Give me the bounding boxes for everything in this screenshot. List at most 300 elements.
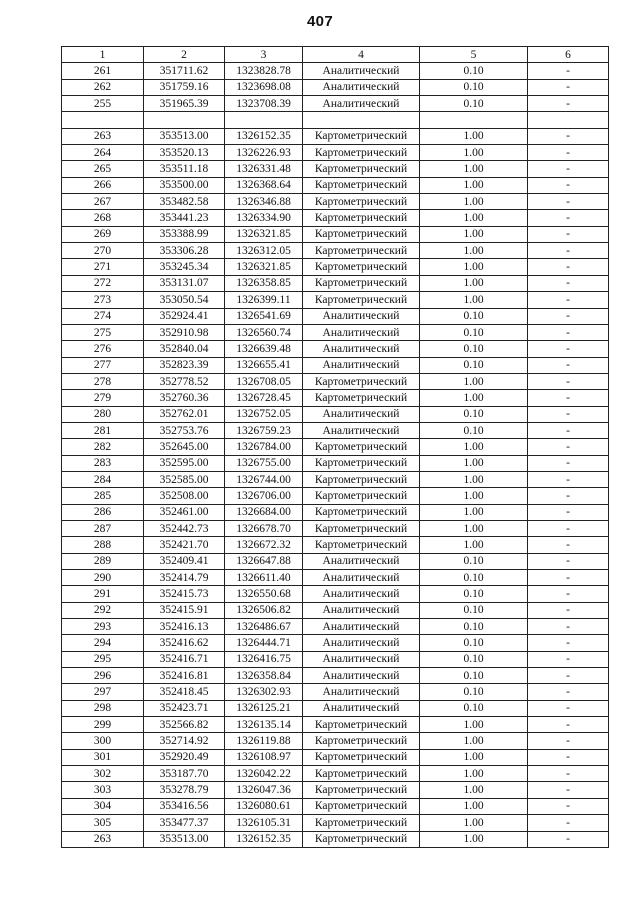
method-cell: Картометрический [303, 733, 420, 749]
accuracy-cell: 1.00 [420, 831, 528, 847]
point-number-cell: 264 [62, 145, 144, 161]
note-cell: - [528, 259, 609, 275]
method-cell: Картометрический [303, 766, 420, 782]
accuracy-cell: 1.00 [420, 749, 528, 765]
note-cell: - [528, 831, 609, 847]
x-coordinate-cell [144, 112, 225, 128]
accuracy-cell: 1.00 [420, 520, 528, 536]
y-coordinate-cell: 1326119.88 [225, 733, 303, 749]
method-cell: Аналитический [303, 700, 420, 716]
point-number-cell: 277 [62, 357, 144, 373]
x-coordinate-cell: 352645.00 [144, 439, 225, 455]
accuracy-cell: 1.00 [420, 259, 528, 275]
table-row [62, 357, 609, 373]
column-header: 1 [62, 47, 144, 63]
point-number-cell: 272 [62, 275, 144, 291]
accuracy-cell: 0.10 [420, 63, 528, 79]
table-row [62, 602, 609, 618]
x-coordinate-cell: 352920.49 [144, 749, 225, 765]
point-number-cell: 273 [62, 292, 144, 308]
y-coordinate-cell: 1326684.00 [225, 504, 303, 520]
accuracy-cell: 0.10 [420, 668, 528, 684]
y-coordinate-cell: 1326331.48 [225, 161, 303, 177]
table-row [62, 390, 609, 406]
note-cell: - [528, 390, 609, 406]
note-cell: - [528, 504, 609, 520]
note-cell: - [528, 471, 609, 487]
point-number-cell: 305 [62, 815, 144, 831]
point-number-cell: 276 [62, 341, 144, 357]
accuracy-cell: 1.00 [420, 226, 528, 242]
table-row [62, 553, 609, 569]
note-cell: - [528, 782, 609, 798]
note-cell: - [528, 733, 609, 749]
note-cell: - [528, 619, 609, 635]
table-row [62, 145, 609, 161]
accuracy-cell: 0.10 [420, 570, 528, 586]
x-coordinate-cell: 352461.00 [144, 504, 225, 520]
point-number-cell: 293 [62, 619, 144, 635]
y-coordinate-cell: 1326226.93 [225, 145, 303, 161]
table-row [62, 259, 609, 275]
method-cell: Картометрический [303, 243, 420, 259]
note-cell: - [528, 96, 609, 112]
table-row [62, 733, 609, 749]
accuracy-cell: 1.00 [420, 798, 528, 814]
accuracy-cell: 0.10 [420, 406, 528, 422]
method-cell: Картометрический [303, 749, 420, 765]
accuracy-cell: 1.00 [420, 145, 528, 161]
y-coordinate-cell: 1326784.00 [225, 439, 303, 455]
table-row [62, 161, 609, 177]
point-number-cell: 294 [62, 635, 144, 651]
accuracy-cell: 1.00 [420, 439, 528, 455]
accuracy-cell: 0.10 [420, 684, 528, 700]
y-coordinate-cell: 1326399.11 [225, 292, 303, 308]
method-cell: Аналитический [303, 586, 420, 602]
y-coordinate-cell: 1326302.93 [225, 684, 303, 700]
method-cell: Картометрический [303, 177, 420, 193]
x-coordinate-cell: 353245.34 [144, 259, 225, 275]
accuracy-cell: 0.10 [420, 651, 528, 667]
y-coordinate-cell: 1326755.00 [225, 455, 303, 471]
point-number-cell: 284 [62, 471, 144, 487]
method-cell: Картометрический [303, 226, 420, 242]
table-row [62, 210, 609, 226]
note-cell: - [528, 226, 609, 242]
note-cell: - [528, 798, 609, 814]
table-row [62, 717, 609, 733]
table-body [62, 63, 609, 848]
table-row [62, 96, 609, 112]
point-number-cell: 298 [62, 700, 144, 716]
table-row [62, 471, 609, 487]
point-number-cell: 279 [62, 390, 144, 406]
accuracy-cell: 0.10 [420, 586, 528, 602]
table-row [62, 439, 609, 455]
note-cell [528, 112, 609, 128]
note-cell: - [528, 324, 609, 340]
accuracy-cell: 0.10 [420, 553, 528, 569]
y-coordinate-cell: 1326135.14 [225, 717, 303, 733]
point-number-cell: 304 [62, 798, 144, 814]
y-coordinate-cell: 1326358.85 [225, 275, 303, 291]
accuracy-cell: 1.00 [420, 210, 528, 226]
note-cell: - [528, 455, 609, 471]
table-row [62, 455, 609, 471]
x-coordinate-cell: 353441.23 [144, 210, 225, 226]
note-cell: - [528, 570, 609, 586]
method-cell: Картометрический [303, 471, 420, 487]
x-coordinate-cell: 352753.76 [144, 422, 225, 438]
method-cell: Аналитический [303, 422, 420, 438]
x-coordinate-cell: 353520.13 [144, 145, 225, 161]
accuracy-cell: 1.00 [420, 488, 528, 504]
point-number-cell: 292 [62, 602, 144, 618]
method-cell: Картометрический [303, 537, 420, 553]
x-coordinate-cell: 353050.54 [144, 292, 225, 308]
table-row [62, 635, 609, 651]
method-cell: Картометрический [303, 520, 420, 536]
accuracy-cell: 1.00 [420, 733, 528, 749]
note-cell: - [528, 488, 609, 504]
point-number-cell: 262 [62, 79, 144, 95]
y-coordinate-cell: 1326611.40 [225, 570, 303, 586]
accuracy-cell: 0.10 [420, 619, 528, 635]
note-cell: - [528, 275, 609, 291]
table-row [62, 194, 609, 210]
accuracy-cell: 1.00 [420, 537, 528, 553]
column-header: 2 [144, 47, 225, 63]
y-coordinate-cell: 1323828.78 [225, 63, 303, 79]
method-cell: Аналитический [303, 63, 420, 79]
note-cell: - [528, 308, 609, 324]
table-row [62, 79, 609, 95]
method-cell: Картометрический [303, 292, 420, 308]
note-cell: - [528, 717, 609, 733]
method-cell: Картометрический [303, 455, 420, 471]
point-number-cell: 303 [62, 782, 144, 798]
accuracy-cell: 0.10 [420, 357, 528, 373]
note-cell: - [528, 766, 609, 782]
method-cell: Картометрический [303, 782, 420, 798]
y-coordinate-cell: 1326541.69 [225, 308, 303, 324]
y-coordinate-cell: 1326080.61 [225, 798, 303, 814]
table-header-row [62, 47, 609, 63]
point-number-cell: 287 [62, 520, 144, 536]
table-row [62, 586, 609, 602]
note-cell: - [528, 553, 609, 569]
table-row [62, 504, 609, 520]
y-coordinate-cell: 1323698.08 [225, 79, 303, 95]
method-cell: Картометрический [303, 439, 420, 455]
note-cell: - [528, 700, 609, 716]
accuracy-cell: 1.00 [420, 128, 528, 144]
y-coordinate-cell: 1323708.39 [225, 96, 303, 112]
table-row [62, 749, 609, 765]
note-cell: - [528, 684, 609, 700]
method-cell: Аналитический [303, 684, 420, 700]
accuracy-cell: 1.00 [420, 504, 528, 520]
method-cell: Картометрический [303, 128, 420, 144]
accuracy-cell [420, 112, 528, 128]
table-row [62, 766, 609, 782]
note-cell: - [528, 79, 609, 95]
method-cell: Картометрический [303, 373, 420, 389]
x-coordinate-cell: 351711.62 [144, 63, 225, 79]
point-number-cell: 270 [62, 243, 144, 259]
x-coordinate-cell: 352508.00 [144, 488, 225, 504]
coordinates-table [61, 46, 609, 848]
point-number-cell: 281 [62, 422, 144, 438]
accuracy-cell: 0.10 [420, 422, 528, 438]
method-cell: Картометрический [303, 275, 420, 291]
accuracy-cell: 0.10 [420, 602, 528, 618]
point-number-cell: 261 [62, 63, 144, 79]
y-coordinate-cell: 1326152.35 [225, 128, 303, 144]
x-coordinate-cell: 352760.36 [144, 390, 225, 406]
note-cell: - [528, 177, 609, 193]
accuracy-cell: 0.10 [420, 96, 528, 112]
accuracy-cell: 1.00 [420, 455, 528, 471]
note-cell: - [528, 194, 609, 210]
method-cell: Картометрический [303, 194, 420, 210]
table-row [62, 63, 609, 79]
table-row [62, 831, 609, 847]
y-coordinate-cell: 1326560.74 [225, 324, 303, 340]
y-coordinate-cell: 1326672.32 [225, 537, 303, 553]
method-cell: Картометрический [303, 390, 420, 406]
point-number-cell: 268 [62, 210, 144, 226]
x-coordinate-cell: 352910.98 [144, 324, 225, 340]
x-coordinate-cell: 352778.52 [144, 373, 225, 389]
point-number-cell: 295 [62, 651, 144, 667]
point-number-cell: 265 [62, 161, 144, 177]
method-cell: Картометрический [303, 831, 420, 847]
point-number-cell: 267 [62, 194, 144, 210]
table-row [62, 324, 609, 340]
point-number-cell: 255 [62, 96, 144, 112]
y-coordinate-cell: 1326105.31 [225, 815, 303, 831]
x-coordinate-cell: 353511.18 [144, 161, 225, 177]
table-row [62, 422, 609, 438]
table-row [62, 619, 609, 635]
note-cell: - [528, 357, 609, 373]
table-row [62, 520, 609, 536]
table-row [62, 798, 609, 814]
note-cell: - [528, 161, 609, 177]
table-row [62, 112, 609, 128]
method-cell: Аналитический [303, 570, 420, 586]
accuracy-cell: 1.00 [420, 782, 528, 798]
method-cell: Аналитический [303, 79, 420, 95]
y-coordinate-cell: 1326752.05 [225, 406, 303, 422]
table-row [62, 684, 609, 700]
x-coordinate-cell: 352840.04 [144, 341, 225, 357]
note-cell: - [528, 602, 609, 618]
point-number-cell: 296 [62, 668, 144, 684]
note-cell: - [528, 815, 609, 831]
table-row [62, 488, 609, 504]
method-cell: Аналитический [303, 406, 420, 422]
point-number-cell: 302 [62, 766, 144, 782]
note-cell: - [528, 63, 609, 79]
x-coordinate-cell: 352762.01 [144, 406, 225, 422]
x-coordinate-cell: 352418.45 [144, 684, 225, 700]
x-coordinate-cell: 352415.73 [144, 586, 225, 602]
table-row [62, 292, 609, 308]
note-cell: - [528, 749, 609, 765]
x-coordinate-cell: 352414.79 [144, 570, 225, 586]
point-number-cell: 290 [62, 570, 144, 586]
note-cell: - [528, 341, 609, 357]
method-cell: Аналитический [303, 635, 420, 651]
accuracy-cell: 0.10 [420, 341, 528, 357]
note-cell: - [528, 635, 609, 651]
accuracy-cell: 1.00 [420, 766, 528, 782]
point-number-cell [62, 112, 144, 128]
method-cell: Картометрический [303, 815, 420, 831]
note-cell: - [528, 243, 609, 259]
x-coordinate-cell: 353513.00 [144, 128, 225, 144]
x-coordinate-cell: 352585.00 [144, 471, 225, 487]
point-number-cell: 285 [62, 488, 144, 504]
accuracy-cell: 0.10 [420, 79, 528, 95]
y-coordinate-cell: 1326444.71 [225, 635, 303, 651]
x-coordinate-cell: 352416.71 [144, 651, 225, 667]
x-coordinate-cell: 353477.37 [144, 815, 225, 831]
x-coordinate-cell: 353482.58 [144, 194, 225, 210]
column-header: 4 [303, 47, 420, 63]
x-coordinate-cell: 352924.41 [144, 308, 225, 324]
y-coordinate-cell: 1326125.21 [225, 700, 303, 716]
table-row [62, 668, 609, 684]
accuracy-cell: 1.00 [420, 471, 528, 487]
x-coordinate-cell: 352714.92 [144, 733, 225, 749]
point-number-cell: 299 [62, 717, 144, 733]
y-coordinate-cell: 1326358.84 [225, 668, 303, 684]
y-coordinate-cell [225, 112, 303, 128]
table-row [62, 226, 609, 242]
point-number-cell: 274 [62, 308, 144, 324]
method-cell: Аналитический [303, 668, 420, 684]
y-coordinate-cell: 1326744.00 [225, 471, 303, 487]
accuracy-cell: 1.00 [420, 161, 528, 177]
method-cell: Аналитический [303, 324, 420, 340]
point-number-cell: 289 [62, 553, 144, 569]
y-coordinate-cell: 1326047.36 [225, 782, 303, 798]
point-number-cell: 297 [62, 684, 144, 700]
x-coordinate-cell: 352421.70 [144, 537, 225, 553]
note-cell: - [528, 422, 609, 438]
method-cell: Картометрический [303, 798, 420, 814]
y-coordinate-cell: 1326334.90 [225, 210, 303, 226]
point-number-cell: 286 [62, 504, 144, 520]
column-header: 5 [420, 47, 528, 63]
note-cell: - [528, 439, 609, 455]
x-coordinate-cell: 352416.13 [144, 619, 225, 635]
table-row [62, 177, 609, 193]
x-coordinate-cell: 353416.56 [144, 798, 225, 814]
note-cell: - [528, 651, 609, 667]
accuracy-cell: 0.10 [420, 700, 528, 716]
method-cell: Картометрический [303, 259, 420, 275]
accuracy-cell: 0.10 [420, 635, 528, 651]
note-cell: - [528, 668, 609, 684]
note-cell: - [528, 406, 609, 422]
x-coordinate-cell: 352415.91 [144, 602, 225, 618]
y-coordinate-cell: 1326368.64 [225, 177, 303, 193]
x-coordinate-cell: 353278.79 [144, 782, 225, 798]
accuracy-cell: 1.00 [420, 390, 528, 406]
table-row [62, 651, 609, 667]
accuracy-cell: 0.10 [420, 308, 528, 324]
point-number-cell: 263 [62, 128, 144, 144]
method-cell: Аналитический [303, 357, 420, 373]
note-cell: - [528, 520, 609, 536]
method-cell: Аналитический [303, 308, 420, 324]
x-coordinate-cell: 352416.62 [144, 635, 225, 651]
accuracy-cell: 1.00 [420, 717, 528, 733]
method-cell: Картометрический [303, 488, 420, 504]
x-coordinate-cell: 353388.99 [144, 226, 225, 242]
table-row [62, 373, 609, 389]
method-cell: Картометрический [303, 161, 420, 177]
x-coordinate-cell: 353306.28 [144, 243, 225, 259]
y-coordinate-cell: 1326759.23 [225, 422, 303, 438]
table-row [62, 128, 609, 144]
x-coordinate-cell: 352566.82 [144, 717, 225, 733]
note-cell: - [528, 586, 609, 602]
note-cell: - [528, 537, 609, 553]
accuracy-cell: 0.10 [420, 324, 528, 340]
method-cell: Аналитический [303, 602, 420, 618]
point-number-cell: 263 [62, 831, 144, 847]
accuracy-cell: 1.00 [420, 177, 528, 193]
point-number-cell: 288 [62, 537, 144, 553]
point-number-cell: 300 [62, 733, 144, 749]
accuracy-cell: 1.00 [420, 275, 528, 291]
point-number-cell: 278 [62, 373, 144, 389]
table-row [62, 700, 609, 716]
accuracy-cell: 1.00 [420, 194, 528, 210]
point-number-cell: 280 [62, 406, 144, 422]
table-row [62, 570, 609, 586]
y-coordinate-cell: 1326312.05 [225, 243, 303, 259]
y-coordinate-cell: 1326639.48 [225, 341, 303, 357]
note-cell: - [528, 373, 609, 389]
x-coordinate-cell: 352595.00 [144, 455, 225, 471]
method-cell: Аналитический [303, 619, 420, 635]
table-row [62, 537, 609, 553]
accuracy-cell: 1.00 [420, 815, 528, 831]
y-coordinate-cell: 1326506.82 [225, 602, 303, 618]
point-number-cell: 266 [62, 177, 144, 193]
column-header: 6 [528, 47, 609, 63]
x-coordinate-cell: 353131.07 [144, 275, 225, 291]
x-coordinate-cell: 352409.41 [144, 553, 225, 569]
x-coordinate-cell: 351965.39 [144, 96, 225, 112]
point-number-cell: 291 [62, 586, 144, 602]
point-number-cell: 283 [62, 455, 144, 471]
page-number: 407 [307, 13, 333, 30]
column-header: 3 [225, 47, 303, 63]
x-coordinate-cell: 351759.16 [144, 79, 225, 95]
method-cell [303, 112, 420, 128]
x-coordinate-cell: 353513.00 [144, 831, 225, 847]
table-row [62, 308, 609, 324]
note-cell: - [528, 145, 609, 161]
